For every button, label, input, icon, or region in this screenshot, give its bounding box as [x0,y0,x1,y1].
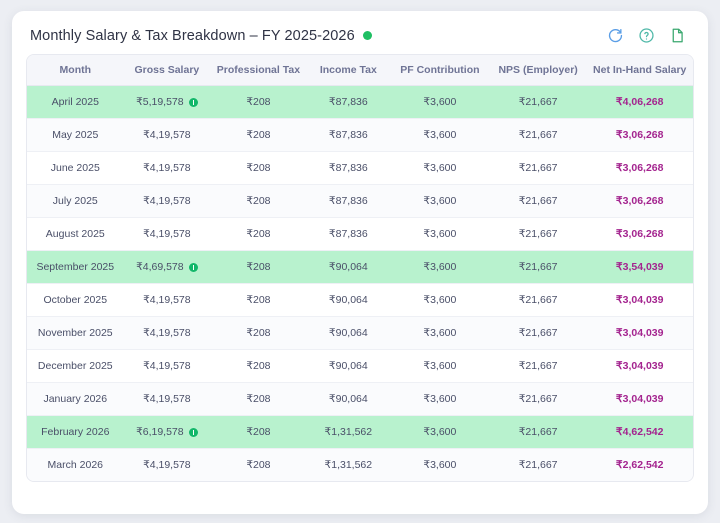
cell-income-tax-value: ₹90,064 [328,294,368,306]
cell-net-in-hand-salary-value: ₹4,62,542 [615,426,664,438]
column-header-income-tax: Income Tax [307,55,390,86]
cell-income-tax [307,284,390,317]
salary-breakdown-card [12,11,708,514]
table-row[interactable] [27,449,693,482]
table-header-row [27,55,693,86]
help-icon[interactable] [638,27,655,44]
column-header-pf-contribution: PF Contribution [390,55,490,86]
cell-income-tax [307,185,390,218]
cell-nps-employer-value: ₹21,667 [518,228,558,240]
cell-pf-contribution [390,185,490,218]
cell-pf-contribution-value: ₹3,600 [423,261,457,273]
column-header-gross-salary: Gross Salary [124,55,211,86]
cell-income-tax [307,251,390,284]
cell-pf-contribution-value: ₹3,600 [423,393,457,405]
cell-income-tax-value: ₹87,836 [328,195,368,207]
column-header-professional-tax: Professional Tax [210,55,307,86]
page-title: Monthly Salary & Tax Breakdown – FY 2025-2026 [30,27,355,44]
cell-nps-employer-value: ₹21,667 [518,129,558,141]
cell-income-tax [307,152,390,185]
card-header [12,11,708,54]
cell-income-tax [307,86,390,119]
table-row[interactable] [27,152,693,185]
cell-month-value: April 2025 [51,96,99,108]
table-row[interactable] [27,416,693,449]
cell-professional-tax [210,152,307,185]
cell-month [27,350,124,383]
cell-nps-employer-value: ₹21,667 [518,327,558,339]
cell-pf-contribution [390,416,490,449]
cell-nps-employer-value: ₹21,667 [518,459,558,471]
cell-net-in-hand-salary-value: ₹3,06,268 [615,162,664,174]
cell-pf-contribution [390,350,490,383]
cell-income-tax-value: ₹87,836 [328,162,368,174]
status-dot-icon [363,31,372,40]
cell-nps-employer [490,119,587,152]
cell-pf-contribution-value: ₹3,600 [423,327,457,339]
cell-professional-tax [210,86,307,119]
cell-gross-salary-value: ₹4,19,578 [143,459,191,471]
refresh-icon[interactable] [607,27,624,44]
cell-nps-employer [490,416,587,449]
cell-professional-tax-value: ₹208 [246,129,271,141]
cell-pf-contribution [390,152,490,185]
cell-month-value: July 2025 [52,195,98,207]
cell-net-in-hand-salary [586,218,693,251]
cell-gross-salary [124,449,211,482]
cell-month-value: December 2025 [37,360,113,372]
cell-professional-tax-value: ₹208 [246,195,271,207]
cell-professional-tax-value: ₹208 [246,294,271,306]
cell-gross-salary [124,119,211,152]
cell-pf-contribution [390,119,490,152]
table-row[interactable] [27,284,693,317]
cell-gross-salary-value: ₹4,19,578 [143,327,191,339]
cell-net-in-hand-salary-value: ₹3,04,039 [615,393,664,405]
cell-nps-employer [490,218,587,251]
cell-net-in-hand-salary-value: ₹3,04,039 [615,294,664,306]
salary-table-container [26,54,694,482]
cell-pf-contribution [390,284,490,317]
cell-professional-tax-value: ₹208 [246,261,271,273]
cell-net-in-hand-salary [586,317,693,350]
cell-month-value: October 2025 [43,294,108,306]
cell-gross-salary-value: ₹4,19,578 [143,162,191,174]
cell-net-in-hand-salary [586,251,693,284]
cell-gross-salary-value: ₹4,19,578 [143,195,191,207]
cell-income-tax [307,449,390,482]
cell-net-in-hand-salary [586,119,693,152]
cell-professional-tax-value: ₹208 [246,228,271,240]
cell-month-value: May 2025 [52,129,99,141]
cell-month [27,218,124,251]
cell-professional-tax [210,416,307,449]
cell-gross-salary [124,317,211,350]
cell-income-tax-value: ₹1,31,562 [324,459,373,471]
cell-income-tax-value: ₹87,836 [328,96,368,108]
cell-nps-employer [490,152,587,185]
bonus-info-icon[interactable] [189,428,198,437]
cell-pf-contribution-value: ₹3,600 [423,294,457,306]
cell-income-tax-value: ₹90,064 [328,360,368,372]
cell-nps-employer-value: ₹21,667 [518,426,558,438]
cell-gross-salary-value: ₹4,19,578 [143,228,191,240]
cell-income-tax-value: ₹90,064 [328,327,368,339]
cell-month-value: March 2026 [47,459,103,471]
cell-pf-contribution [390,449,490,482]
cell-net-in-hand-salary [586,284,693,317]
cell-month-value: September 2025 [36,261,115,273]
cell-income-tax-value: ₹90,064 [328,261,368,273]
cell-month-value: June 2025 [50,162,100,174]
cell-nps-employer-value: ₹21,667 [518,261,558,273]
cell-gross-salary [124,416,211,449]
cell-professional-tax [210,449,307,482]
cell-income-tax-value: ₹87,836 [328,129,368,141]
cell-gross-salary [124,86,211,119]
cell-nps-employer [490,185,587,218]
table-row[interactable] [27,317,693,350]
table-body [27,86,693,482]
cell-month-value: January 2026 [43,393,108,405]
cell-gross-salary-value: ₹4,19,578 [143,393,191,405]
cell-income-tax-value: ₹87,836 [328,228,368,240]
cell-income-tax-value: ₹90,064 [328,393,368,405]
cell-pf-contribution [390,218,490,251]
cell-professional-tax-value: ₹208 [246,426,271,438]
cell-gross-salary-value: ₹5,19,578 [136,96,198,108]
cell-month [27,251,124,284]
cell-net-in-hand-salary-value: ₹3,04,039 [615,360,664,372]
cell-nps-employer [490,449,587,482]
cell-month-value: February 2026 [41,426,110,438]
cell-net-in-hand-salary [586,383,693,416]
cell-gross-salary [124,350,211,383]
cell-net-in-hand-salary-value: ₹3,06,268 [615,195,664,207]
cell-gross-salary [124,383,211,416]
cell-month [27,383,124,416]
cell-pf-contribution-value: ₹3,600 [423,129,457,141]
title-wrap [30,28,372,44]
cell-month [27,152,124,185]
cell-net-in-hand-salary-value: ₹3,04,039 [615,327,664,339]
cell-professional-tax-value: ₹208 [246,327,271,339]
cell-net-in-hand-salary [586,152,693,185]
bonus-info-icon[interactable] [189,263,198,272]
bonus-info-icon[interactable] [189,98,198,107]
table-row[interactable] [27,86,693,119]
cell-gross-salary-value: ₹4,19,578 [143,360,191,372]
cell-nps-employer-value: ₹21,667 [518,195,558,207]
cell-professional-tax [210,251,307,284]
cell-professional-tax-value: ₹208 [246,96,271,108]
cell-income-tax [307,119,390,152]
cell-nps-employer [490,251,587,284]
cell-income-tax [307,218,390,251]
cell-pf-contribution-value: ₹3,600 [423,426,457,438]
column-header-net-in-hand-salary: Net In-Hand Salary [586,55,693,86]
cell-net-in-hand-salary [586,449,693,482]
column-header-month: Month [27,55,124,86]
cell-month [27,449,124,482]
table-row[interactable] [27,218,693,251]
cell-nps-employer-value: ₹21,667 [518,96,558,108]
cell-income-tax [307,350,390,383]
cell-nps-employer [490,350,587,383]
cell-professional-tax [210,350,307,383]
cell-gross-salary-value: ₹4,19,578 [143,129,191,141]
cell-pf-contribution [390,317,490,350]
table-row[interactable] [27,251,693,284]
cell-professional-tax [210,119,307,152]
cell-professional-tax [210,218,307,251]
cell-month [27,416,124,449]
cell-professional-tax [210,185,307,218]
cell-gross-salary-value: ₹4,69,578 [136,261,198,273]
cell-gross-salary [124,218,211,251]
cell-pf-contribution-value: ₹3,600 [423,228,457,240]
cell-month [27,185,124,218]
cell-net-in-hand-salary-value: ₹2,62,542 [615,459,664,471]
cell-nps-employer-value: ₹21,667 [518,393,558,405]
cell-month [27,284,124,317]
cell-pf-contribution-value: ₹3,600 [423,195,457,207]
cell-net-in-hand-salary-value: ₹3,54,039 [615,261,664,273]
cell-gross-salary-value: ₹6,19,578 [136,426,198,438]
cell-gross-salary [124,251,211,284]
table-row[interactable] [27,185,693,218]
table-header [27,55,693,86]
cell-net-in-hand-salary-value: ₹3,06,268 [615,228,664,240]
header-actions [607,27,690,44]
cell-nps-employer [490,383,587,416]
cell-month [27,317,124,350]
cell-professional-tax-value: ₹208 [246,162,271,174]
cell-nps-employer [490,86,587,119]
cell-net-in-hand-salary [586,185,693,218]
cell-pf-contribution-value: ₹3,600 [423,459,457,471]
cell-net-in-hand-salary [586,86,693,119]
cell-nps-employer-value: ₹21,667 [518,360,558,372]
cell-gross-salary-value: ₹4,19,578 [143,294,191,306]
cell-professional-tax [210,317,307,350]
cell-nps-employer [490,284,587,317]
cell-professional-tax [210,284,307,317]
cell-professional-tax-value: ₹208 [246,393,271,405]
cell-month-value: August 2025 [45,228,105,240]
cell-pf-contribution [390,86,490,119]
cell-professional-tax-value: ₹208 [246,459,271,471]
cell-nps-employer-value: ₹21,667 [518,162,558,174]
cell-net-in-hand-salary-value: ₹4,06,268 [615,96,664,108]
cell-nps-employer-value: ₹21,667 [518,294,558,306]
table-row[interactable] [27,350,693,383]
cell-pf-contribution-value: ₹3,600 [423,360,457,372]
table-row[interactable] [27,119,693,152]
cell-pf-contribution [390,383,490,416]
salary-table [27,55,693,481]
cell-income-tax [307,416,390,449]
cell-month-value: November 2025 [37,327,113,339]
cell-nps-employer [490,317,587,350]
cell-gross-salary [124,152,211,185]
cell-net-in-hand-salary [586,350,693,383]
cell-pf-contribution-value: ₹3,600 [423,96,457,108]
cell-professional-tax-value: ₹208 [246,360,271,372]
cell-income-tax [307,383,390,416]
cell-income-tax [307,317,390,350]
table-row[interactable] [27,383,693,416]
export-document-icon[interactable] [669,27,686,44]
column-header-nps-employer: NPS (Employer) [490,55,587,86]
cell-month [27,119,124,152]
cell-pf-contribution-value: ₹3,600 [423,162,457,174]
cell-net-in-hand-salary-value: ₹3,06,268 [615,129,664,141]
cell-professional-tax [210,383,307,416]
cell-month [27,86,124,119]
cell-net-in-hand-salary [586,416,693,449]
cell-pf-contribution [390,251,490,284]
cell-gross-salary [124,185,211,218]
cell-gross-salary [124,284,211,317]
cell-income-tax-value: ₹1,31,562 [324,426,373,438]
